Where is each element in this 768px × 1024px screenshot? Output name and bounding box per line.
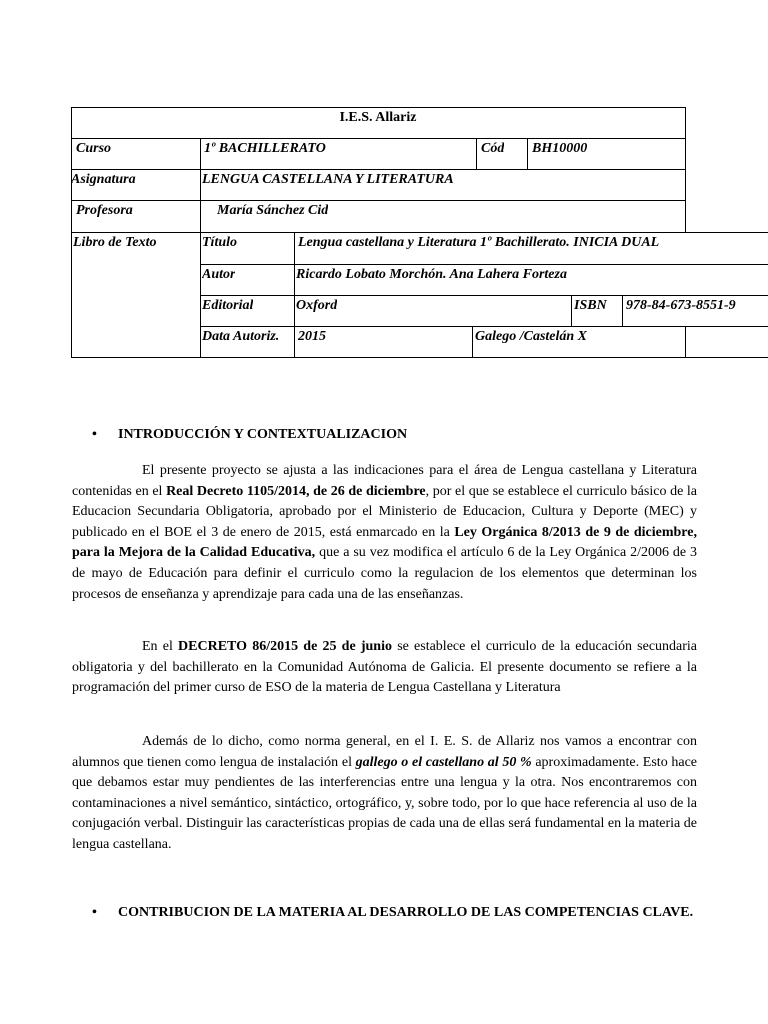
titulo-value: Lengua castellana y Literatura 1º Bachillerato. INICIA DUAL bbox=[298, 235, 660, 250]
editorial-value: Oxford bbox=[296, 298, 338, 313]
school-name: I.E.S. Allariz bbox=[339, 110, 417, 125]
paragraph-allariz bbox=[72, 732, 697, 856]
data-autoriz-label: Data Autoriz. bbox=[202, 329, 280, 344]
curso-label: Curso bbox=[76, 141, 112, 156]
p3-text-1: Además de lo dicho, como norma general, en el I. E. S. de Allariz nos vamos a encontrar con alumnos que tienen como lengua de instalación el bbox=[72, 734, 697, 770]
course-info-table bbox=[0, 0, 768, 360]
editorial-label: Editorial bbox=[202, 298, 254, 313]
isbn-value: 978-84-673-8551-9 bbox=[626, 298, 736, 313]
p2-text-1: En el bbox=[142, 639, 179, 654]
asignatura-value: LENGUA CASTELLANA Y LITERATURA bbox=[202, 172, 454, 187]
bullet-icon: • bbox=[92, 905, 97, 920]
paragraph-decreto bbox=[72, 637, 697, 699]
p1-text-3: que a su vez modifica el artículo 6 de la Ley Orgánica 2/2006 de 3 de mayo de Educación para definir el curriculo como la regulacion de los elementos que determinan los procesos de enseñanza y aprendizaje para cada una de las enseñanzas. bbox=[72, 545, 697, 602]
cod-value: BH10000 bbox=[532, 141, 588, 156]
curso-value: 1º BACHILLERATO bbox=[204, 141, 326, 156]
p2-text-2: se establece el curriculo de la educación secundaria obligatoria y del bachillerato en la Comunidad Autónoma de Galicia. El presente documento se refiere a la programación del primer curso de ESO de la materia de Lengua Castellana y Literatura bbox=[72, 639, 698, 696]
isbn-label: ISBN bbox=[574, 298, 607, 313]
data-autoriz-value: 2015 bbox=[298, 329, 326, 344]
cod-label: Cód bbox=[481, 141, 505, 156]
profesora-value: María Sánchez Cid bbox=[217, 203, 329, 218]
section-title-intro: INTRODUCCIÓN Y CONTEXTUALIZACION bbox=[118, 427, 408, 442]
titulo-label: Título bbox=[202, 235, 238, 250]
p1-bold-2: Ley Orgánica 8/2013 de 9 de diciembre, para la Mejora de la Calidad Educativa, bbox=[72, 524, 697, 561]
autor-value: Ricardo Lobato Morchón. Ana Lahera Forteza bbox=[296, 267, 567, 282]
p3-text-2: aproximadamente. Esto hace que debamos estar muy pendientes de las interferencias entre una lengua y la otra. Nos encontraremos con contaminaciones a nivel semántico, sintáctico, ortográfico, y, sobre todo, por lo que hace referencia al uso de la conjugación verbal. Distinguir las características propias de cada una de ellas será fundamental en la materia de lengua castellana. bbox=[72, 754, 698, 852]
p2-bold-1: DECRETO 86/2015 de 25 de junio bbox=[178, 639, 392, 654]
p3-bold-italic-1: gallego o el castellano al 50 % bbox=[355, 754, 532, 770]
asignatura-label: Asignatura bbox=[71, 172, 136, 187]
p1-text-2: , por el que se establece el curriculo básico de la Educacion Secundaria Obligatoria, aprobado por el Ministerio de Educacion, Cultura y Deporte (MEC) y publicado en el BOE el 3 de enero de 2015, está enmarcado en la bbox=[72, 483, 698, 540]
libro-label: Libro de Texto bbox=[73, 235, 157, 250]
p1-text-1: El presente proyecto se ajusta a las indicaciones para el área de Lengua castellana y Literatura contenidas en el bbox=[72, 463, 697, 499]
section-title-competencias: CONTRIBUCION DE LA MATERIA AL DESARROLLO DE LAS COMPETENCIAS CLAVE. bbox=[118, 905, 694, 920]
autor-label: Autor bbox=[202, 267, 236, 282]
lang-value: Galego /Castelán X bbox=[475, 329, 588, 344]
bullet-icon: • bbox=[92, 427, 97, 442]
p1-bold-1: Real Decreto 1105/2014, de 26 de diciembre bbox=[166, 483, 426, 499]
profesora-label: Profesora bbox=[76, 203, 133, 218]
paragraph-intro bbox=[72, 461, 697, 605]
